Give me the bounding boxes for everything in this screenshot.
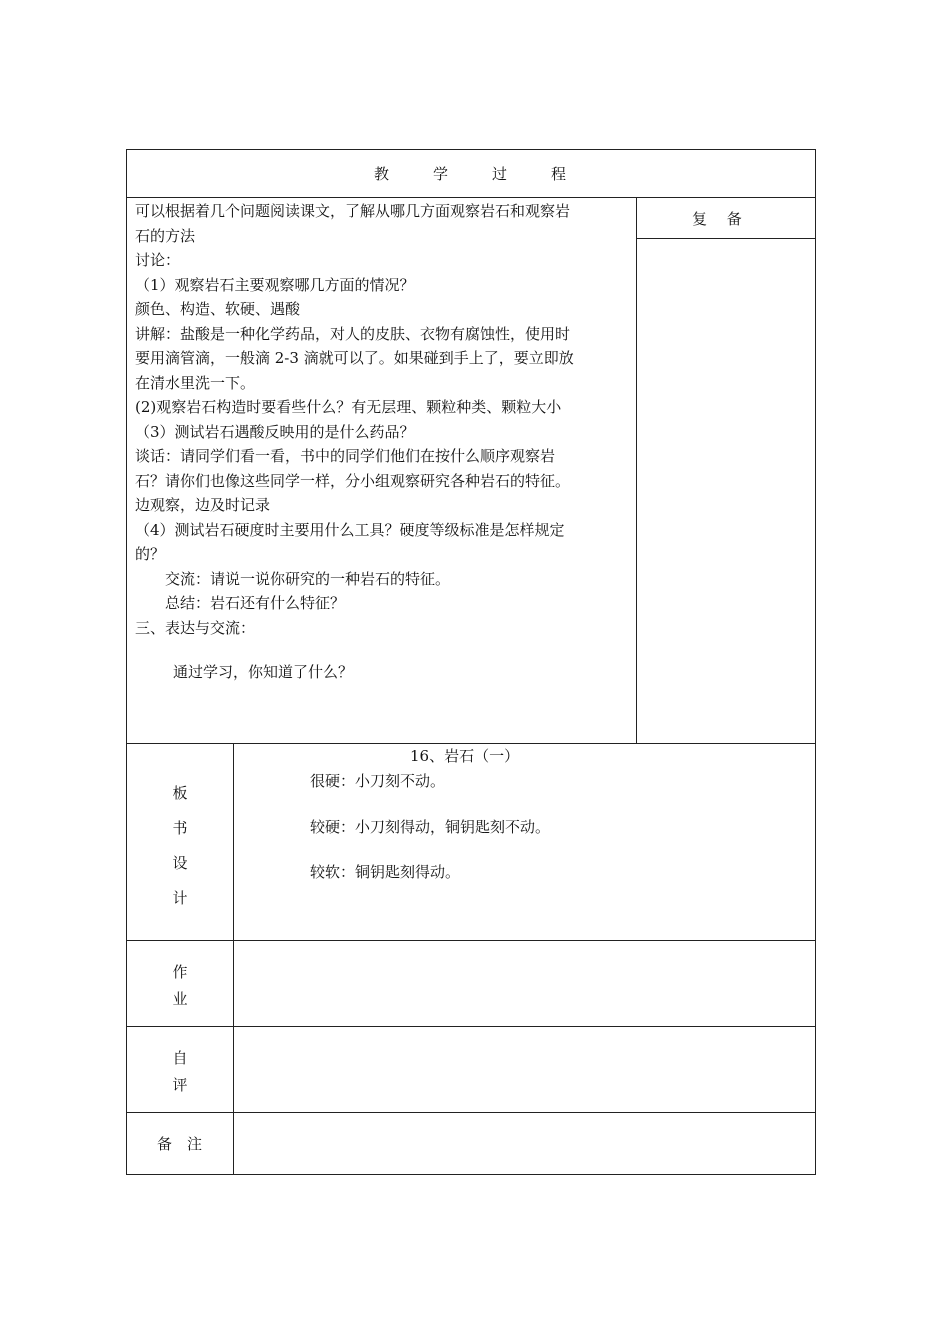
homework-label-char-2: 业	[172, 990, 188, 1008]
process-line: 讨论：	[135, 251, 181, 269]
process-line: (2)观察岩石构造时要看些什么？有无层理、颗粒种类、颗粒大小	[135, 398, 562, 416]
process-line: 讲解：盐酸是一种化学药品，对人的皮肤、衣物有腐蚀性，使用时	[135, 324, 571, 343]
header-title-char-1: 教	[374, 165, 390, 183]
process-closing-question: 通过学习，你知道了什么？	[173, 663, 354, 681]
board-item: 较软：铜钥匙刻得动。	[310, 863, 461, 881]
board-label-char-4: 计	[172, 889, 188, 907]
side-column-divider	[636, 197, 637, 743]
process-line: 三、表达与交流：	[135, 618, 256, 637]
process-line: （3）测试岩石遇酸反映用的是什么药品？	[135, 422, 415, 441]
side-header-divider	[636, 238, 816, 239]
side-column-title: 复 备	[692, 210, 742, 228]
header-title-char-4: 程	[551, 165, 567, 183]
selfeval-label-char-2: 评	[172, 1076, 188, 1094]
board-item: 很硬：小刀刻不动。	[310, 772, 446, 790]
process-line: 要用滴管滴，一般滴 2-3 滴就可以了。如果碰到手上了，要立即放	[135, 349, 574, 367]
process-line: 可以根据着几个问题阅读课文，了解从哪几方面观察岩石和观察岩	[135, 202, 571, 220]
process-line: 石？请你们也像这些同学一样，分小组观察研究各种岩石的特征。	[135, 471, 571, 490]
process-line: 在清水里洗一下。	[135, 373, 256, 392]
process-line: （1）观察岩石主要观察哪几方面的情况？	[135, 275, 415, 294]
process-line: 交流：请说一说你研究的一种岩石的特征。	[135, 569, 451, 588]
board-item: 较硬：小刀刻得动，铜钥匙刻不动。	[310, 818, 551, 836]
process-line: 颜色、构造、软硬、遇酸	[135, 300, 301, 318]
process-line: 石的方法	[135, 226, 196, 245]
board-label-char-3: 设	[172, 854, 188, 872]
header-title-char-2: 学	[433, 165, 449, 183]
homework-label-char-1: 作	[172, 963, 188, 981]
header-divider	[126, 197, 816, 198]
process-bottom-divider	[126, 743, 816, 744]
selfeval-label-char-1: 自	[172, 1049, 188, 1067]
board-bottom-divider	[126, 940, 816, 941]
process-line: 总结：岩石还有什么特征？	[135, 594, 346, 612]
process-line: 边观察，边及时记录	[135, 496, 271, 514]
board-heading: 16、岩石（一）	[410, 747, 520, 765]
board-label-char-2: 书	[172, 819, 188, 837]
process-line: （4）测试岩石硬度时主要用什么工具？硬度等级标准是怎样规定	[135, 520, 565, 539]
remarks-label: 备 注	[157, 1135, 203, 1153]
homework-bottom-divider	[126, 1026, 816, 1027]
header-title-char-3: 过	[492, 165, 508, 183]
process-line: 谈话：请同学们看一看，书中的同学们他们在按什么顺序观察岩	[135, 447, 556, 465]
label-column-divider	[233, 743, 234, 1175]
process-line: 的？	[135, 545, 166, 563]
process-body	[135, 199, 630, 640]
board-label-char-1: 板	[172, 784, 188, 802]
selfeval-bottom-divider	[126, 1112, 816, 1113]
